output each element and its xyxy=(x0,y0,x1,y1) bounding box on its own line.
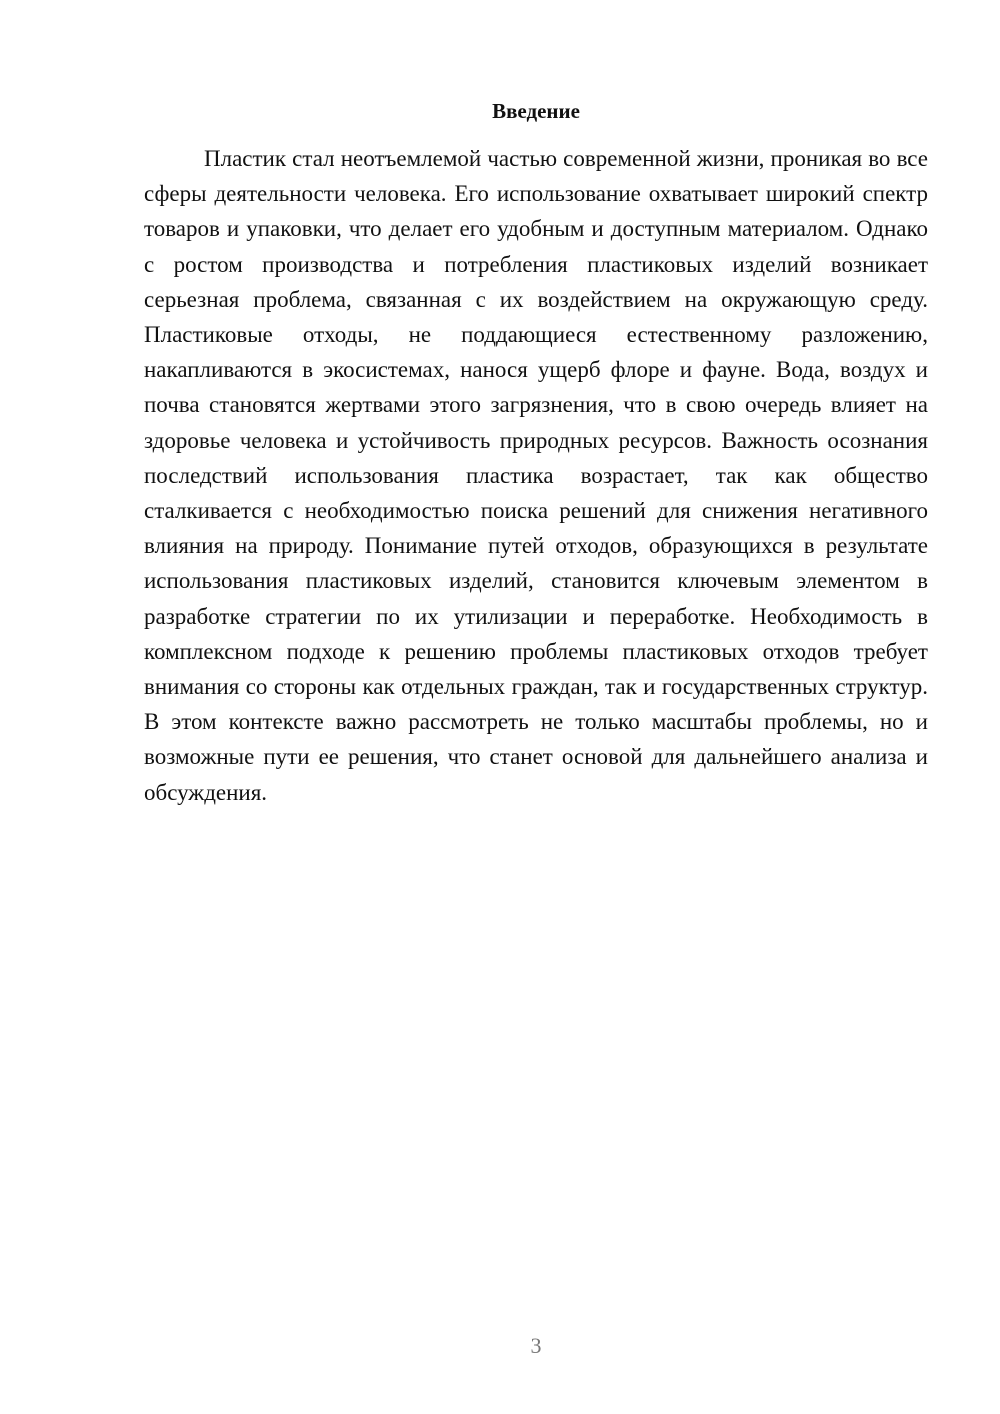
section-title: Введение xyxy=(492,99,580,123)
introduction-paragraph: Пластик стал неотъемлемой частью современной жизни, проникая во все сферы деятельности человека. Его использование охватывает широкий спектр товаров и упаковки, что делает его удобным и доступным материалом. Однако с ростом производства и потребления пластиковых изделий возникает серьезная проблема, связанная с их воздействием на окружающую среду. Пластиковые отходы, не поддающиеся естественному разложению, накапливаются в экосистемах, нанося ущерб флоре и фауне. Вода, воздух и почва становятся жертвами этого загрязнения, что в свою очередь влияет на здоровье человека и устойчивость природных ресурсов. Важность осознания последствий использования пластика возрастает, так как общество сталкивается с необходимостью поиска решений для снижения негативного влияния на природу. Понимание путей отходов, образующихся в результате использования пластиковых изделий, становится ключевым элементом в разработке стратегии по их утилизации и переработке. Необходимость в комплексном подходе к решению проблемы пластиковых отходов требует внимания со стороны как отдельных граждан, так и государственных структур. В этом контексте важно рассмотреть не только масштабы проблемы, но и возможные пути ее решения, что станет основой для дальнейшего анализа и обсуждения. xyxy=(144,146,928,805)
page-number: 3 xyxy=(530,1333,542,1358)
